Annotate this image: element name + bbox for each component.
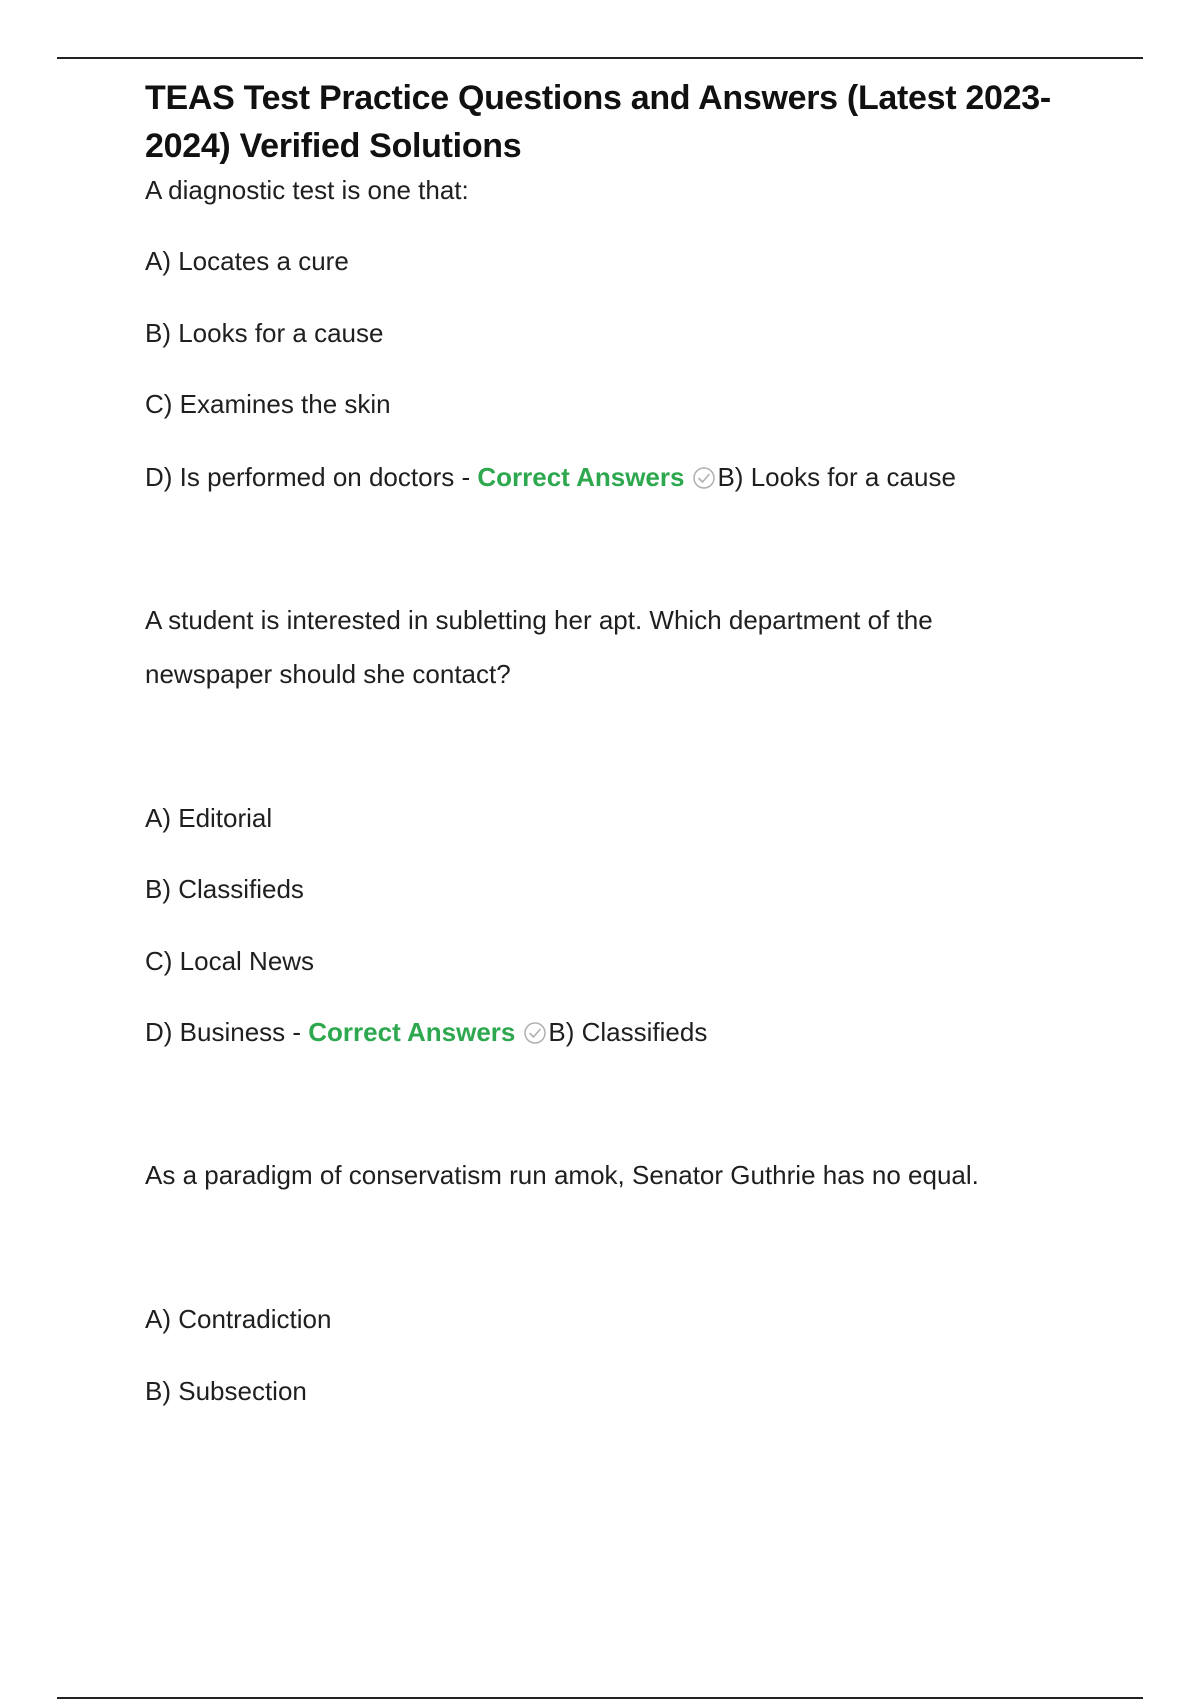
question-1-option-d: D) Is performed on doctors - bbox=[145, 462, 478, 492]
question-2-option-c: C) Local News bbox=[145, 946, 315, 976]
question-2-option-d-row bbox=[145, 1015, 707, 1049]
top-divider bbox=[57, 57, 1143, 59]
question-2-correct-label: Correct Answers bbox=[308, 1017, 516, 1047]
question-1-option-b: B) Looks for a cause bbox=[145, 318, 384, 348]
question-2-option-a: A) Editorial bbox=[145, 803, 273, 833]
question-2-option-d: D) Business - bbox=[145, 1017, 309, 1047]
question-1-prompt: A diagnostic test is one that: bbox=[145, 175, 469, 205]
check-circle-icon bbox=[523, 1021, 547, 1045]
check-circle-icon bbox=[692, 466, 716, 490]
question-1-option-a: A) Locates a cure bbox=[145, 246, 349, 276]
question-2-option-b: B) Classifieds bbox=[145, 874, 304, 904]
question-1-answer: B) Looks for a cause bbox=[717, 462, 956, 492]
question-2-prompt-line-1: A student is interested in subletting her apt. Which department of the bbox=[145, 605, 933, 635]
question-2-prompt-line-2: newspaper should she contact? bbox=[145, 659, 511, 689]
question-3-prompt: As a paradigm of conservatism run amok, Senator Guthrie has no equal. bbox=[145, 1160, 979, 1190]
question-1-option-c: C) Examines the skin bbox=[145, 389, 391, 419]
bottom-divider bbox=[57, 1697, 1143, 1699]
question-1-option-d-row bbox=[145, 460, 956, 494]
document-title: TEAS Test Practice Questions and Answers (Latest 2023-2024) Verified Solutions bbox=[145, 79, 1051, 165]
question-3-option-a: A) Contradiction bbox=[145, 1304, 332, 1334]
question-3-option-b: B) Subsection bbox=[145, 1376, 307, 1406]
question-2-answer: B) Classifieds bbox=[548, 1017, 708, 1047]
question-1-correct-label: Correct Answers bbox=[477, 462, 685, 492]
